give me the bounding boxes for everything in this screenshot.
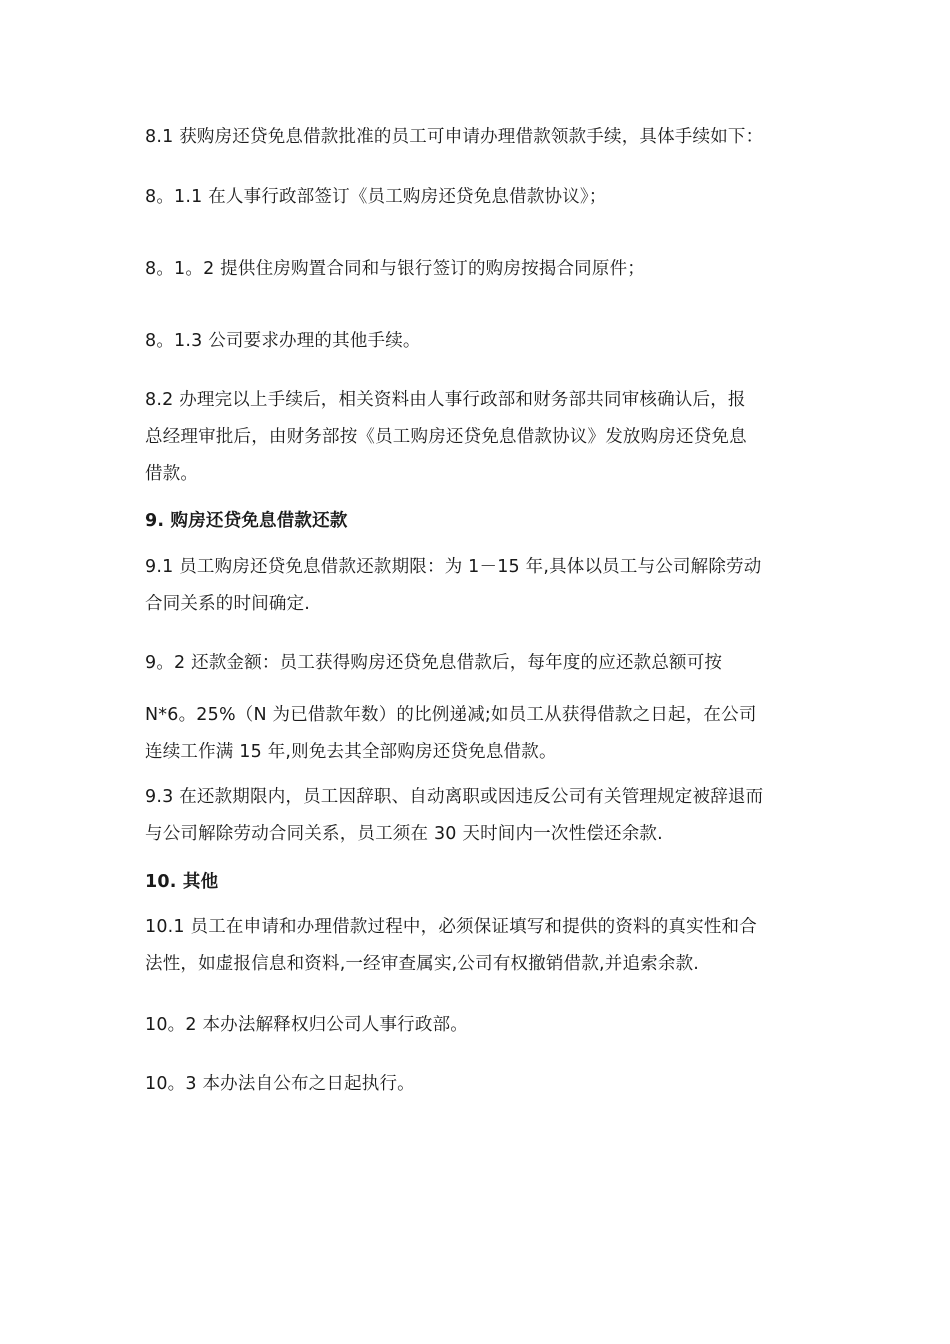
paragraph-8-2 xyxy=(145,382,810,493)
text-line: N*6。25%（N 为已借款年数）的比例递减;如员工从获得借款之日起，在公司 xyxy=(145,705,757,725)
heading-text: 9. 购房还贷免息借款还款 xyxy=(145,511,348,531)
text-line: 10.1 员工在申请和办理借款过程中，必须保证填写和提供的资料的真实性和合 xyxy=(145,917,757,937)
paragraph-9-2-first xyxy=(145,645,810,682)
text-line: 9。2 还款金额：员工获得购房还贷免息借款后，每年度的应还款总额可按 xyxy=(145,653,723,673)
text-line: 8.2 办理完以上手续后，相关资料由人事行政部和财务部共同审核确认后，报 xyxy=(145,390,746,410)
paragraph-9-2-rest xyxy=(145,697,810,771)
text-line: 9.3 在还款期限内，员工因辞职、自动离职或因违反公司有关管理规定被辞退而 xyxy=(145,787,764,807)
paragraph-8-1-3 xyxy=(145,323,810,360)
text-line: 10。3 本办法自公布之日起执行。 xyxy=(145,1074,415,1094)
text-line: 总经理审批后，由财务部按《员工购房还贷免息借款协议》发放购房还贷免息 xyxy=(145,427,747,447)
heading-section-9 xyxy=(145,503,810,540)
paragraph-9-3 xyxy=(145,779,810,853)
heading-section-10 xyxy=(145,864,810,901)
paragraph-8-1-2 xyxy=(145,251,810,288)
paragraph-10-2 xyxy=(145,1007,810,1044)
heading-text: 10. 其他 xyxy=(145,872,219,892)
paragraph-10-3 xyxy=(145,1066,810,1103)
text-line: 连续工作满 15 年,则免去其全部购房还贷免息借款。 xyxy=(145,742,557,762)
text-line: 与公司解除劳动合同关系，员工须在 30 天时间内一次性偿还余款. xyxy=(145,824,663,844)
text-line: 8。1.3 公司要求办理的其他手续。 xyxy=(145,331,421,351)
text-line: 10。2 本办法解释权归公司人事行政部。 xyxy=(145,1015,468,1035)
paragraph-9-1 xyxy=(145,549,810,623)
paragraph-8-1 xyxy=(145,119,810,156)
paragraph-8-1-1 xyxy=(145,179,810,216)
text-line: 法性，如虚报信息和资料,一经审查属实,公司有权撤销借款,并追索余款. xyxy=(145,954,700,974)
text-line: 9.1 员工购房还贷免息借款还款期限：为 1－15 年,具体以员工与公司解除劳动 xyxy=(145,557,762,577)
text-line: 借款。 xyxy=(145,464,199,484)
text-line: 8.1 获购房还贷免息借款批准的员工可申请办理借款领款手续，具体手续如下： xyxy=(145,127,764,147)
text-line: 合同关系的时间确定. xyxy=(145,594,311,614)
paragraph-10-1 xyxy=(145,909,810,983)
text-line: 8。1。2 提供住房购置合同和与银行签订的购房按揭合同原件； xyxy=(145,259,645,279)
text-line: 8。1.1 在人事行政部签订《员工购房还贷免息借款协议》； xyxy=(145,187,607,207)
